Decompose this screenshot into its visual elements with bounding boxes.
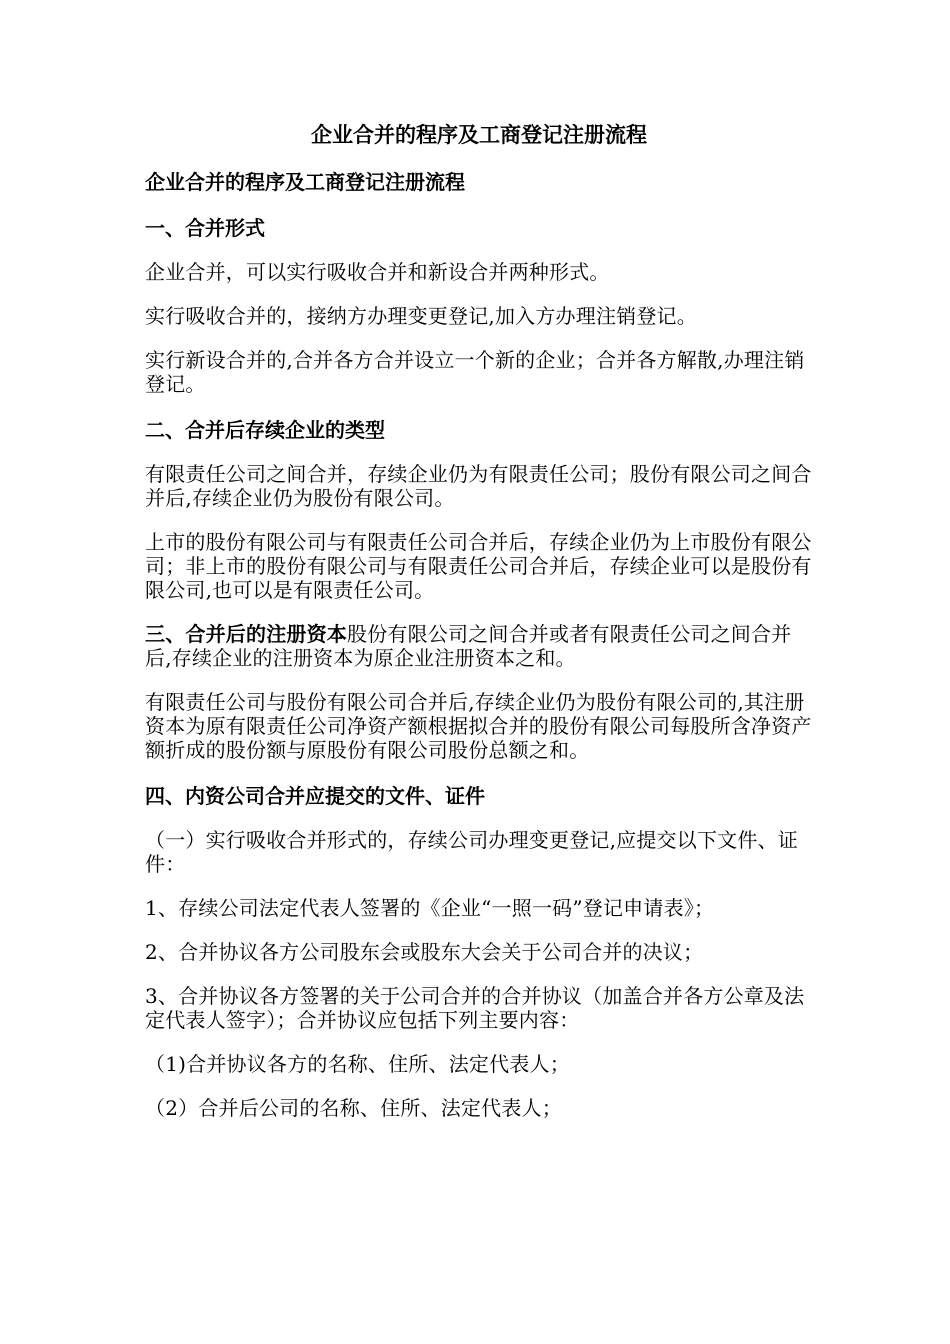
section-heading-1: 一、合并形式 (145, 216, 265, 240)
paragraph-text: 股份有限公司之间合并或者有限责任公司之间合并后,存续企业的注册资本为原企业注册资本之和。 (145, 622, 792, 670)
paragraph: （一）实行吸收合并形式的，存续公司办理变更登记,应提交以下文件、证件： (145, 828, 798, 876)
list-item: 1、存续公司法定代表人签署的《企业“一照一码”登记申请表》； (145, 896, 715, 920)
sub-list-item: （1)合并协议各方的名称、住所、法定代表人； (145, 1052, 570, 1076)
section-heading-4: 四、内资公司合并应提交的文件、证件 (145, 784, 485, 808)
document-subtitle: 企业合并的程序及工商登记注册流程 (145, 170, 465, 194)
section-heading-2: 二、合并后存续企业的类型 (145, 418, 385, 442)
paragraph: 有限责任公司与股份有限公司合并后,存续企业仍为股份有限公司的,其注册资本为原有限责任公司净资产额根据拟合并的股份有限公司每股所含净资产额折成的股份额与原股份有限公司股份总额之和。 (145, 690, 812, 762)
paragraph: 上市的股份有限公司与有限责任公司合并后，存续企业仍为上市股份有限公司；非上市的股份有限公司与有限责任公司合并后，存续企业可以是股份有限公司,也可以是有限责任公司。 (145, 530, 812, 602)
list-item: 2、合并协议各方公司股东会或股东大会关于公司合并的决议； (145, 940, 704, 964)
document-body (145, 120, 813, 1140)
paragraph: 企业合并，可以实行吸收合并和新设合并两种形式。 (145, 260, 610, 284)
paragraph-with-inline-heading (145, 622, 813, 670)
document-title: 企业合并的程序及工商登记注册流程 (311, 122, 647, 147)
section-heading-3: 三、合并后的注册资本 (145, 622, 347, 646)
paragraph: 实行吸收合并的，接纳方办理变更登记,加入方办理注销登记。 (145, 304, 697, 328)
paragraph: 实行新设合并的,合并各方合并设立一个新的企业；合并各方解散,办理注销登记。 (145, 348, 805, 396)
paragraph: 有限责任公司之间合并，存续企业仍为有限责任公司；股份有限公司之间合并后,存续企业仍为股份有限公司。 (145, 462, 812, 510)
list-item: 3、合并协议各方签署的关于公司合并的合并协议（加盖合并各方公章及法定代表人签字）；合并协议应包括下列主要内容： (145, 984, 805, 1032)
sub-list-item: （2）合并后公司的名称、住所、法定代表人； (145, 1096, 562, 1120)
